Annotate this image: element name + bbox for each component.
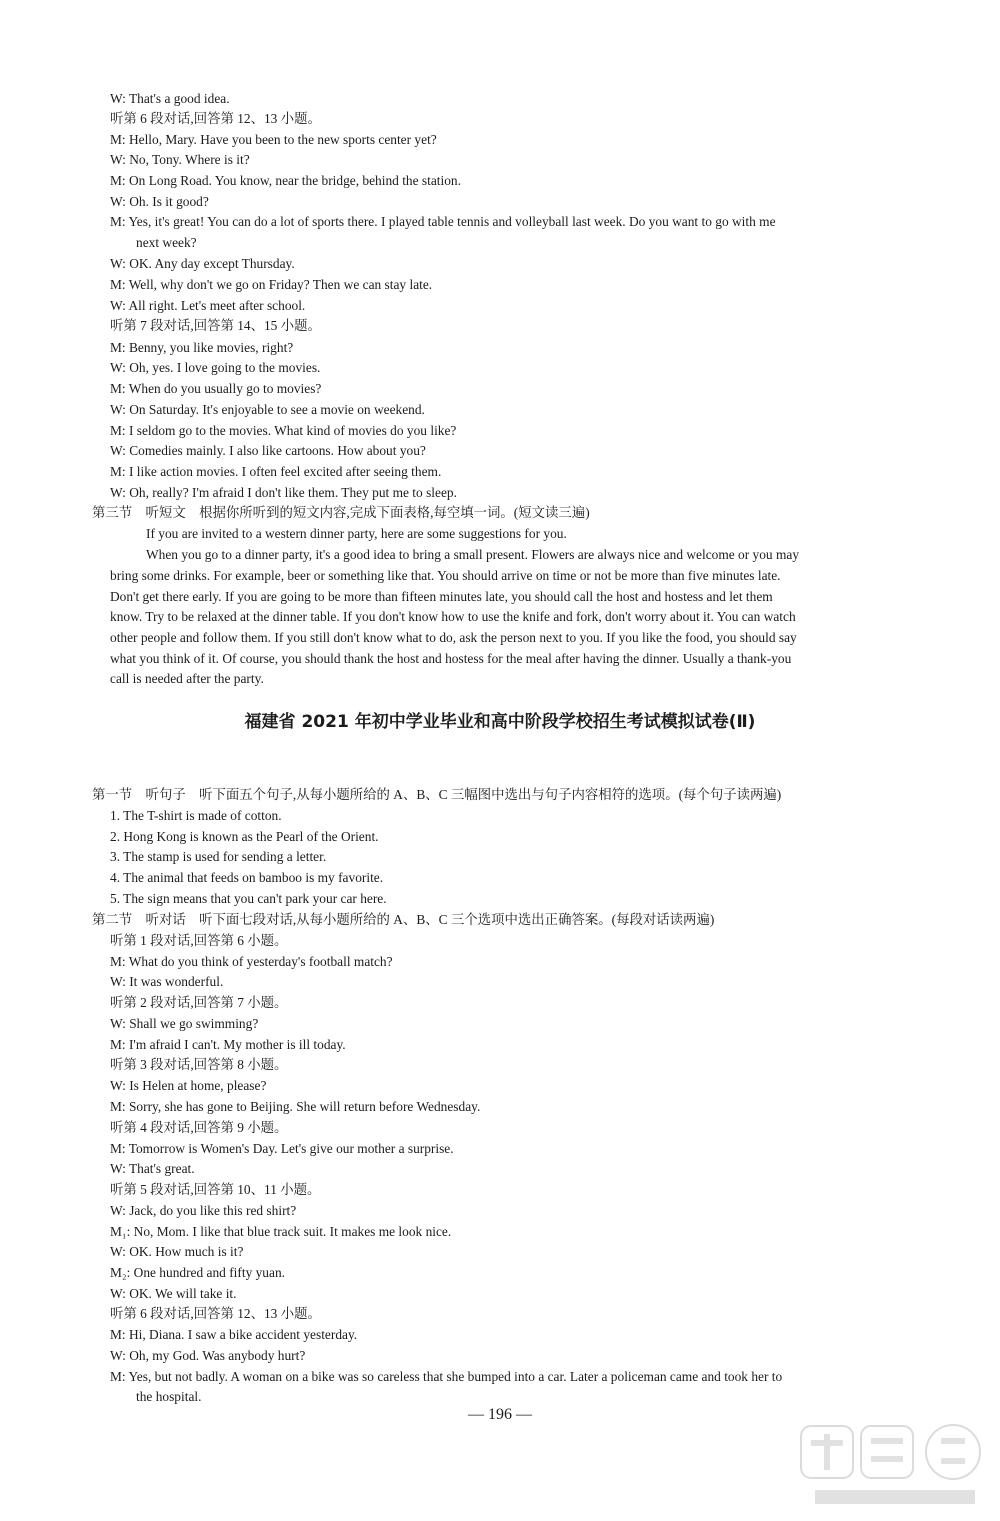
text-line: W: OK. Any day except Thursday. xyxy=(110,256,295,271)
text-line: 听第 4 段对话,回答第 9 小题。 xyxy=(110,1120,288,1135)
text-line: 听第 1 段对话,回答第 6 小题。 xyxy=(110,933,288,948)
text-line: 听第 3 段对话,回答第 8 小题。 xyxy=(110,1057,288,1072)
text-line: If you are invited to a western dinner party, here are some suggestions for you. xyxy=(146,526,567,541)
text-line: W: On Saturday. It's enjoyable to see a movie on weekend. xyxy=(110,402,425,417)
text-line: M₂: One hundred and fifty yuan. xyxy=(110,1265,285,1280)
text-line: W: Oh, my God. Was anybody hurt? xyxy=(110,1348,306,1363)
text-line: M₁: No, Mom. I like that blue track suit. It makes me look nice. xyxy=(110,1224,452,1239)
text-line: M: Yes, it's great! You can do a lot of sports there. I played table tennis and volleyball last week. Do you want to go with me xyxy=(110,214,776,229)
text-line: 第一节 听句子 听下面五个句子,从每小题所给的 A、B、C 三幅图中选出与句子内容相符的选项。(每个句子读两遍) xyxy=(92,787,782,802)
text-line: know. Try to be relaxed at the dinner table. If you don't know how to use the knife and fork, don't worry about it. You can watch xyxy=(110,609,796,624)
text-line: W: Oh, yes. I love going to the movies. xyxy=(110,360,321,375)
text-line: 听第 2 段对话,回答第 7 小题。 xyxy=(110,995,288,1010)
text-line: what you think of it. Of course, you should thank the host and hostess for the meal after having the dinner. Usually a thank-you xyxy=(110,651,792,666)
text-line: 听第 7 段对话,回答第 14、15 小题。 xyxy=(110,318,321,333)
text-line: M: I'm afraid I can't. My mother is ill today. xyxy=(110,1037,346,1052)
text-line: M: I like action movies. I often feel excited after seeing them. xyxy=(110,464,442,479)
text-line: Don't get there early. If you are going to be more than fifteen minutes late, you should call the host and hostess and let them xyxy=(110,589,773,604)
text-line: 4. The animal that feeds on bamboo is my favorite. xyxy=(110,870,384,885)
text-line: M: Well, why don't we go on Friday? Then we can stay late. xyxy=(110,277,433,292)
text-line: bring some drinks. For example, beer or something like that. You should arrive on time or not be more than five minutes late. xyxy=(110,568,781,583)
text-line: W: Jack, do you like this red shirt? xyxy=(110,1203,297,1218)
text-line: W: Shall we go swimming? xyxy=(110,1016,259,1031)
text-line: W: OK. How much is it? xyxy=(110,1244,244,1259)
text-line: W: No, Tony. Where is it? xyxy=(110,152,250,167)
text-line: M: I seldom go to the movies. What kind of movies do you like? xyxy=(110,423,457,438)
text-line: 3. The stamp is used for sending a letter. xyxy=(110,849,327,864)
text-line: M: On Long Road. You know, near the bridge, behind the station. xyxy=(110,173,461,188)
text-line: 1. The T-shirt is made of cotton. xyxy=(110,808,282,823)
text-line: W: All right. Let's meet after school. xyxy=(110,298,306,313)
text-line: other people and follow them. If you still don't know what to do, ask the person next to you. If you like the food, you should say xyxy=(110,630,797,645)
text-line: 5. The sign means that you can't park your car here. xyxy=(110,891,387,906)
text-line: M: Hi, Diana. I saw a bike accident yesterday. xyxy=(110,1327,358,1342)
text-line: M: What do you think of yesterday's football match? xyxy=(110,954,393,969)
text-line: next week? xyxy=(136,235,197,250)
text-line: M: Tomorrow is Women's Day. Let's give our mother a surprise. xyxy=(110,1141,454,1156)
text-line: When you go to a dinner party, it's a good idea to bring a small present. Flowers are always nice and welcome or you may xyxy=(146,547,800,562)
text-line: W: Is Helen at home, please? xyxy=(110,1078,267,1093)
text-line: M: Benny, you like movies, right? xyxy=(110,340,294,355)
text-line: the hospital. xyxy=(136,1389,202,1404)
text-line: W: It was wonderful. xyxy=(110,974,224,989)
text-line: W: Oh. Is it good? xyxy=(110,194,209,209)
text-line: M: Sorry, she has gone to Beijing. She will return before Wednesday. xyxy=(110,1099,481,1114)
text-line: 听第 6 段对话,回答第 12、13 小题。 xyxy=(110,1306,321,1321)
text-line: W: That's great. xyxy=(110,1161,195,1176)
text-line: call is needed after the party. xyxy=(110,671,264,686)
text-line: M: Yes, but not badly. A woman on a bike was so careless that she bumped into a car. Later a policeman came and took her to xyxy=(110,1369,783,1384)
watermark-logo-icon xyxy=(795,1420,995,1516)
text-line: M: When do you usually go to movies? xyxy=(110,381,322,396)
text-line: 听第 5 段对话,回答第 10、11 小题。 xyxy=(110,1182,321,1197)
text-line: 第二节 听对话 听下面七段对话,从每小题所给的 A、B、C 三个选项中选出正确答案。(每段对话读两遍) xyxy=(92,912,715,927)
text-line: 2. Hong Kong is known as the Pearl of the Orient. xyxy=(110,829,379,844)
text-line: W: Oh, really? I'm afraid I don't like them. They put me to sleep. xyxy=(110,485,457,500)
text-line: M: Hello, Mary. Have you been to the new sports center yet? xyxy=(110,132,437,147)
text-line: 听第 6 段对话,回答第 12、13 小题。 xyxy=(110,111,321,126)
text-line: W: That's a good idea. xyxy=(110,91,230,106)
text-line: W: OK. We will take it. xyxy=(110,1286,237,1301)
text-line: 第三节 听短文 根据你所听到的短文内容,完成下面表格,每空填一词。(短文读三遍) xyxy=(92,505,590,520)
text-line: W: Comedies mainly. I also like cartoons. How about you? xyxy=(110,443,426,458)
section-title: 福建省 2021 年初中学业毕业和高中阶段学校招生考试模拟试卷(Ⅱ) xyxy=(244,712,756,732)
page-number: — 196 — xyxy=(468,1406,532,1423)
